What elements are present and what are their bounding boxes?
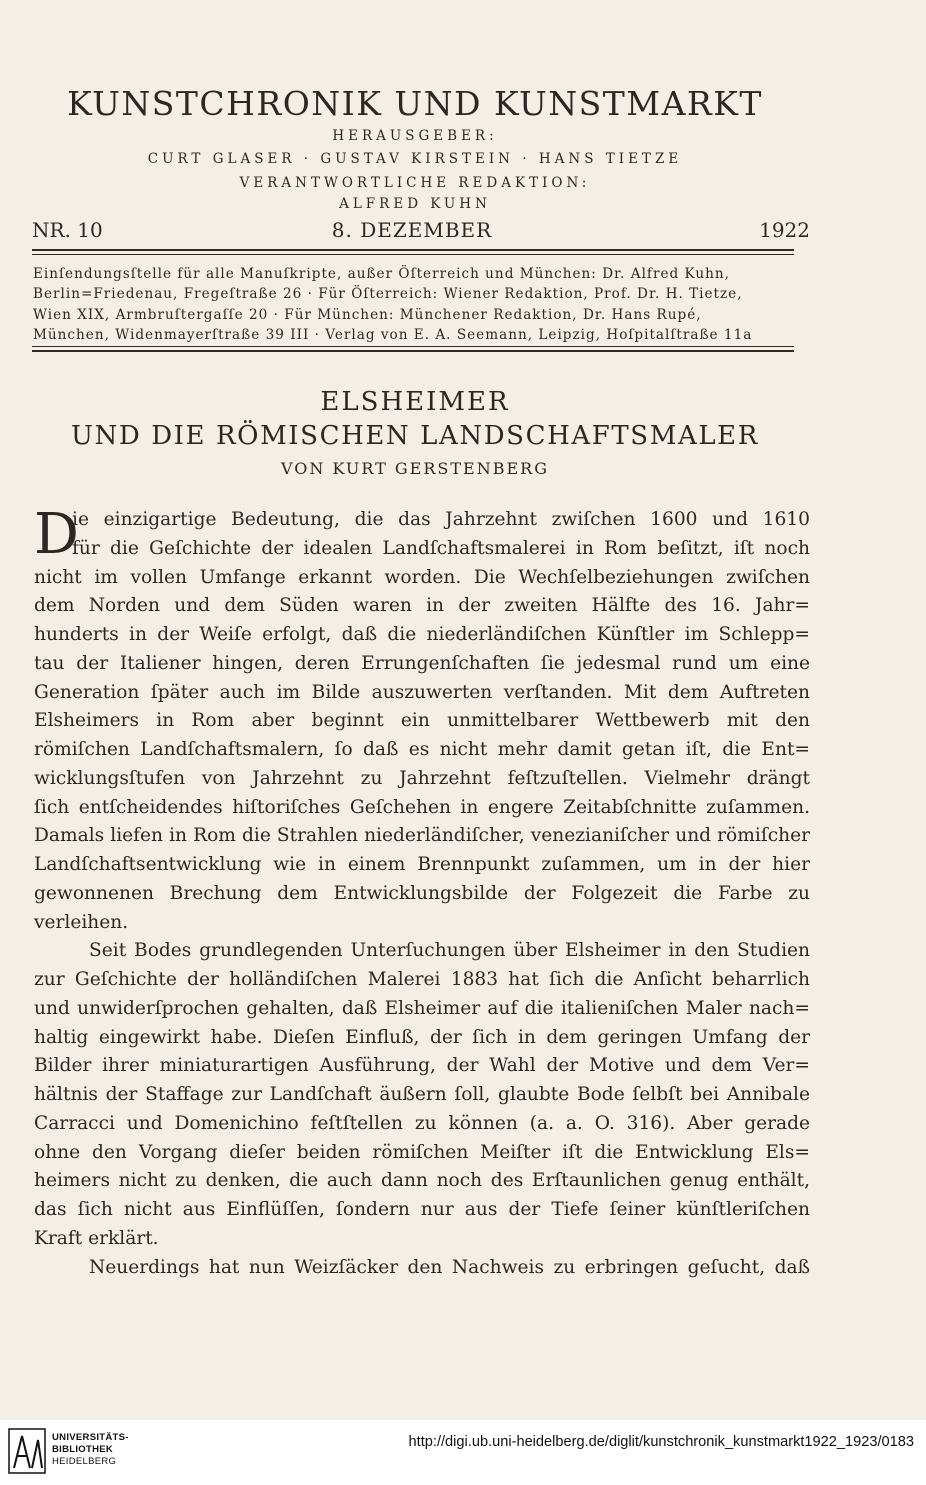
body-line: wicklungsſtufen von Jahrzehnt zu Jahrzehnt feſtzuſtellen. Vielmehr drängt [34,767,810,789]
body-line: verleihen. [34,911,129,933]
body-line: und unwiderſprochen gehalten, daß Elsheimer auf die italieniſchen Maler nach= [34,997,810,1019]
body-line: für die Geſchichte der idealen Landſchaftsmalerei in Rom beſitzt, iſt noch [72,537,810,559]
logo-line: HEIDELBERG [52,1456,117,1467]
body-line: dem Norden und dem Süden waren in der zweiten Hälfte des 16. Jahr= [34,595,810,617]
body-line: tau der Italiener hingen, deren Errungenſchaften ſie jedesmal rund um eine [34,652,810,674]
library-logo-icon [8,1428,46,1474]
issue-date: 8. DEZEMBER [331,218,493,242]
masthead-title: KUNSTCHRONIK UND KUNSTMARKT [67,84,763,123]
rule-top-thin [32,254,794,255]
body-line: hältnis der Staffage zur Landſchaft äußern ſoll, glaubte Bode ſelbſt bei Annibale [34,1084,810,1105]
drop-cap: D [34,502,79,567]
responsible-label: VERANTWORTLICHE REDAKTION: [239,175,591,191]
viewer-footer [0,1420,926,1485]
article-title-line2: UND DIE RÖMISCHEN LANDSCHAFTSMALER [71,421,759,451]
logo-line: BIBLIOTHEK [52,1444,114,1455]
notice-line: Einſendungsſtelle für alle Manuſkripte, außer Öſterreich und München: Dr. Alfred Kuhn, [33,266,730,282]
rule-bottom-thick [32,350,794,352]
article-title-line1: ELSHEIMER [320,387,510,417]
body-line: Damals liefen in Rom die Strahlen niederländiſcher, venezianiſcher und römiſcher [34,825,810,847]
body-line: Landſchaftsentwicklung wie in einem Brennpunkt zuſammen, um in der hier [34,854,810,875]
body-line: nicht im vollen Umfange erkannt worden. Die Wechſelbeziehungen zwiſchen [34,566,810,588]
issue-year: 1922 [759,218,810,242]
body-line: ohne den Vorgang dieſer beiden römiſchen Meiſter iſt die Entwicklung Els= [34,1141,810,1163]
issue-row [32,218,810,246]
rule-bottom-thin [32,346,794,347]
body-line: hunderts in der Weiſe erfolgt, daß die niederländiſchen Künſtler im Schlepp= [34,624,810,645]
permalink-url[interactable]: http://digi.ub.uni-heidelberg.de/diglit/kunstchronik_kunstmarkt1922_1923/0183 [408,1434,914,1450]
publisher-label: HERAUSGEBER: [332,128,498,144]
body-line: Seit Bodes grundlegenden Unterſuchungen über Elsheimer in den Studien [89,940,810,962]
body-line: haltig eingewirkt habe. Dieſen Einfluß, der ſich in dem geringen Umfang der [34,1026,810,1048]
issue-number: NR. 10 [32,218,103,242]
logo-line: UNIVERSITÄTS- [52,1432,129,1443]
notice-line: Wien XIX, Armbruſtergaſſe 20 · Für München: Münchener Redaktion, Dr. Hans Rupé, [33,306,702,323]
body-line: römiſchen Landſchaftsmalern, ſo daß es nicht mehr damit getan iſt, die Ent= [34,739,810,760]
library-logo-text [52,1432,129,1468]
body-line: Elsheimers in Rom aber beginnt ein unmittelbarer Wettbewerb mit den [34,710,810,732]
notice-line: München, Widenmayerſtraße 39 III · Verlag von E. A. Seemann, Leipzig, Hoſpitalſtraße 11a [33,327,753,344]
body-line: ſich entſcheidendes hiſtoriſches Geſchehen in engere Zeitabſchnitte zuſammen. [34,796,810,818]
body-line: Carracci und Domenichino feſtſtellen zu können (a. a. O. 316). Aber gerade [34,1112,810,1134]
responsible-name: ALFRED KUHN [339,196,491,212]
submission-notice [33,264,795,346]
body-line: ie einzigartige Bedeutung, die das Jahrzehnt zwiſchen 1600 und 1610 [72,509,810,530]
editors-line: CURT GLASER · GUSTAV KIRSTEIN · HANS TIETZE [147,151,683,167]
body-line: zur Geſchichte der holländiſchen Malerei 1883 hat ſich die Anſicht beharrlich [34,969,810,990]
body-line: Bilder ihrer miniaturartigen Ausführung, der Wahl der Motive und dem Ver= [34,1055,810,1077]
body-line: heimers nicht zu denken, die auch dann noch des Erſtaunlichen genug enthält, [34,1170,810,1192]
article-author: VON KURT GERSTENBERG [281,459,549,478]
body-line: Neuerdings hat nun Weizſäcker den Nachweis zu erbringen geſucht, daß [89,1256,810,1278]
body-line: Kraft erklärt. [34,1227,159,1249]
notice-line: Berlin=Friedenau, Fregeſtraße 26 · Für Öſterreich: Wiener Redaktion, Prof. Dr. H. Tietze, [33,286,743,303]
rule-top-thick [32,249,794,251]
body-line: gewonnenen Brechung dem Entwicklungsbilde der Folgezeit die Farbe zu [34,882,810,904]
article-body [34,502,810,1282]
body-line: das ſich nicht aus Einflüſſen, ſondern nur aus der Tiefe ſeiner künſtleriſchen [34,1199,810,1220]
body-line: Generation ſpäter auch im Bilde auszuwerten verſtanden. Mit dem Auftreten [34,681,810,703]
